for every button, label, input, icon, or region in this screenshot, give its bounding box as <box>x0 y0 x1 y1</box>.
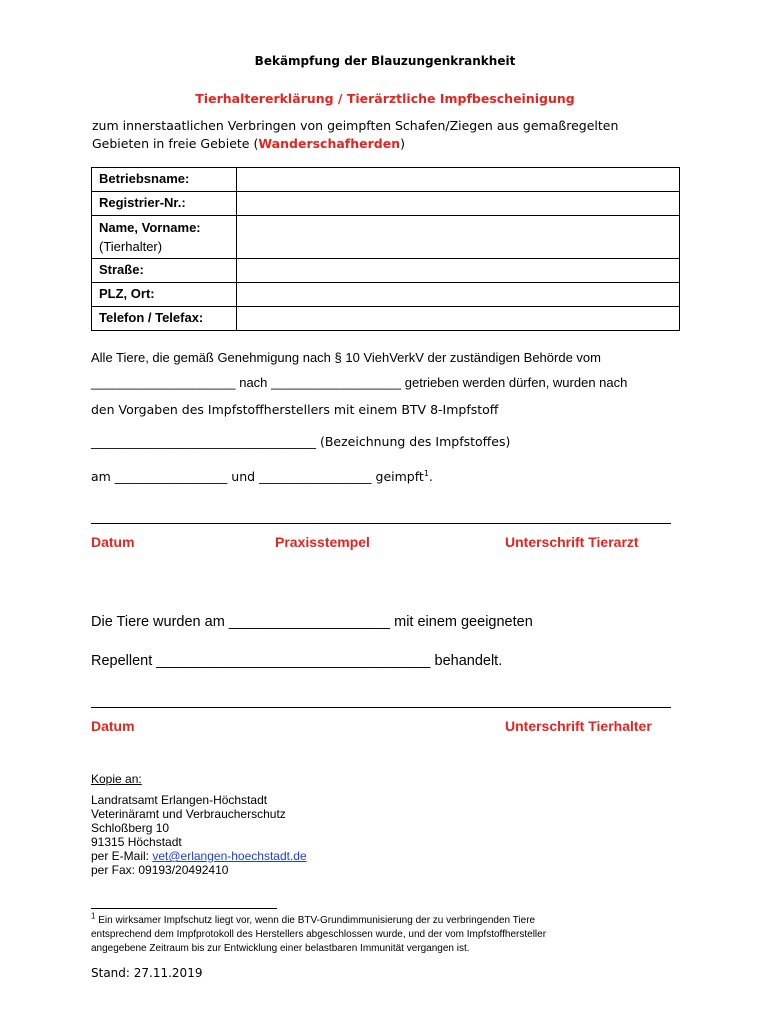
vet-text-line-1: Alle Tiere, die gemäß Genehmigung nach § 10 ViehVerkV der zuständigen Behörde vom <box>91 350 601 365</box>
table-sublabel: (Tierhalter) <box>99 239 163 254</box>
telefon-telefax-field[interactable] <box>237 307 680 331</box>
betriebsname-field[interactable] <box>237 168 680 192</box>
footnote-line-3: angegebene Zeitraum bis zur Entwicklung einer belastbaren Immunität vergangen ist. <box>91 943 470 954</box>
stand-date: Stand: 27.11.2019 <box>91 966 203 980</box>
table-label-name <box>92 216 237 259</box>
table-row-strasse <box>92 259 680 283</box>
holder-text-line-2[interactable]: Repellent __________________________________ behandelt. <box>91 653 503 669</box>
email-prefix: per E-Mail: <box>91 849 153 863</box>
vaccination-dates-line[interactable] <box>91 469 433 484</box>
table-row-name <box>92 216 680 259</box>
strasse-field[interactable] <box>237 259 680 283</box>
copy-address-line-3: Schloßberg 10 <box>91 821 170 835</box>
table-row-registrier-nr <box>92 192 680 216</box>
vet-date-label: Datum <box>91 534 135 550</box>
holder-signature-rule <box>91 707 671 708</box>
footnote-line-1 <box>91 911 536 926</box>
footnote-number: 1 <box>91 911 96 921</box>
intro-line-1: zum innerstaatlichen Verbringen von geimpften Schafen/Ziegen aus gemaßregelten <box>92 118 619 133</box>
copy-fax-line: per Fax: 09193/20492410 <box>91 863 229 877</box>
table-label: Name, Vorname: <box>99 220 201 235</box>
registrier-nr-field[interactable] <box>237 192 680 216</box>
vaccination-dates-text: am __________________ und __________________ geimpft <box>91 469 424 484</box>
copy-address-line-2: Veterinäramt und Verbraucherschutz <box>91 807 286 821</box>
practice-stamp-label: Praxisstempel <box>275 534 370 550</box>
copy-address-line-4: 91315 Höchstadt <box>91 835 182 849</box>
name-vorname-field[interactable] <box>237 216 680 259</box>
vet-text-line-3: den Vorgaben des Impfstoffherstellers mit einem BTV 8-Impfstoff <box>91 402 499 417</box>
table-label: PLZ, Ort: <box>92 283 237 307</box>
footnote-line-2: entsprechend dem Impfprotokoll des Herstellers abgeschlossen wurde, und der vom Impfstoffhersteller <box>91 929 547 940</box>
table-row-plz-ort <box>92 283 680 307</box>
email-link[interactable]: vet@erlangen-hoechstadt.de <box>152 849 307 863</box>
vet-text-line-2[interactable]: ____________________ nach __________________ getrieben werden dürfen, wurden nach <box>91 375 628 390</box>
intro-highlight: Wanderschafherden <box>258 136 401 151</box>
table-label: Registrier-Nr.: <box>92 192 237 216</box>
table-label: Telefon / Telefax: <box>92 307 237 331</box>
vaccine-name-line[interactable]: ____________________________________ (Bezeichnung des Impfstoffes) <box>91 434 511 449</box>
holder-data-table <box>91 167 680 331</box>
document-subtitle: Tierhaltererklärung / Tierärztliche Impfbescheinigung <box>195 91 575 106</box>
table-row-betriebsname <box>92 168 680 192</box>
table-label: Betriebsname: <box>92 168 237 192</box>
holder-text-line-1[interactable]: Die Tiere wurden am ____________________ mit einem geeigneten <box>91 614 533 630</box>
copy-email-line <box>91 849 307 863</box>
holder-signature-label: Unterschrift Tierhalter <box>505 718 652 734</box>
document-title: Bekämpfung der Blauzungenkrankheit <box>254 54 516 68</box>
footnote-text-1: Ein wirksamer Impfschutz liegt vor, wenn die BTV-Grundimmunisierung der zu verbringenden Tiere <box>98 915 536 926</box>
intro-suffix: ) <box>400 136 405 151</box>
footnote-marker: 1 <box>423 468 429 478</box>
intro-prefix: Gebieten in freie Gebiete ( <box>92 136 259 151</box>
copy-heading: Kopie an: <box>91 772 142 786</box>
plz-ort-field[interactable] <box>237 283 680 307</box>
vet-signature-label: Unterschrift Tierarzt <box>505 534 639 550</box>
holder-date-label: Datum <box>91 718 135 734</box>
table-label: Straße: <box>92 259 237 283</box>
line-end: . <box>428 469 433 484</box>
footnote-separator <box>91 908 277 909</box>
copy-address-line-1: Landratsamt Erlangen-Höchstadt <box>91 793 268 807</box>
vet-signature-rule <box>91 523 671 524</box>
table-row-telefon <box>92 307 680 331</box>
intro-line-2 <box>92 136 405 151</box>
